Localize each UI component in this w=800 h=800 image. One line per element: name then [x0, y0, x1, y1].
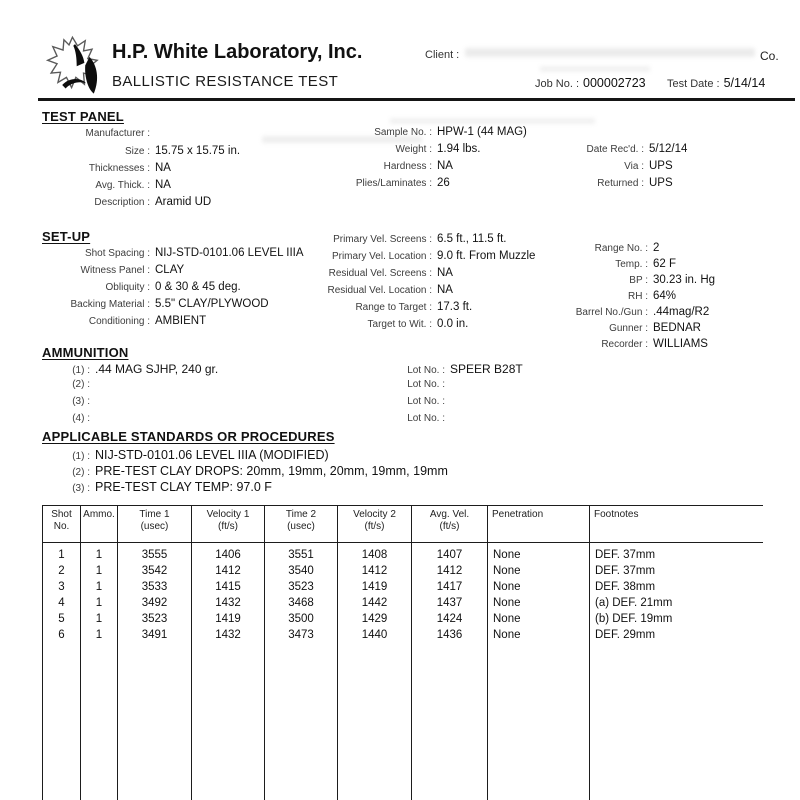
- field-value: 2: [653, 242, 660, 254]
- redaction-smudge: [390, 118, 595, 124]
- test-panel-left-column: [40, 128, 240, 213]
- ammo-number: (1) :: [72, 365, 90, 376]
- field-label: RH :: [628, 291, 648, 302]
- table-cell: None: [488, 627, 590, 643]
- ammo-description: .44 MAG SJHP, 240 gr.: [95, 362, 219, 376]
- field-row-via: [562, 160, 687, 177]
- table-cell: 1440: [338, 627, 412, 643]
- field-label: Sample No. :: [374, 127, 432, 138]
- field-value: 5/12/14: [649, 143, 688, 155]
- table-row: [43, 595, 764, 611]
- field-row-returned: [562, 177, 687, 194]
- field-label: Shot Spacing :: [84, 248, 150, 259]
- table-cell: 1432: [192, 595, 265, 611]
- field-row-shot-spacing: [40, 247, 304, 264]
- standard-text: PRE-TEST CLAY TEMP: 97.0 F: [95, 480, 272, 494]
- field-row-avg-thick: [40, 179, 240, 196]
- table-cell: 1436: [412, 627, 488, 643]
- table-row: [43, 611, 764, 627]
- ammunition-heading: AMMUNITION: [42, 345, 129, 360]
- header-cell-shot-no: Shot No.: [43, 506, 81, 543]
- test-date: [667, 76, 765, 90]
- job-number: [535, 76, 646, 90]
- field-row-description: [40, 196, 240, 213]
- field-row-sample-no: [332, 126, 527, 143]
- standards-heading: APPLICABLE STANDARDS OR PROCEDURES: [42, 429, 335, 444]
- test-panel-heading: TEST PANEL: [42, 109, 124, 124]
- table-cell: 3523: [265, 579, 338, 595]
- ammo-row-2: [62, 379, 450, 390]
- header-cell-velocity1: Velocity 1 (ft/s): [192, 506, 265, 543]
- field-value: WILLIAMS: [653, 338, 708, 350]
- table-cell: None: [488, 611, 590, 627]
- table-cell: 1412: [338, 563, 412, 579]
- field-row-conditioning: [40, 315, 304, 332]
- table-cell: [488, 643, 590, 800]
- field-row-plies-laminates: [332, 177, 527, 194]
- standard-number: (1) :: [72, 451, 90, 462]
- field-row-recorder: [562, 338, 715, 354]
- field-row-residual-vel-screens: [312, 267, 535, 284]
- job-number-value: 000002723: [583, 76, 646, 90]
- lot-number-label: Lot No. :: [407, 379, 445, 390]
- field-row-date-recd: [562, 143, 687, 160]
- table-row: [43, 563, 764, 579]
- field-value: 6.5 ft., 11.5 ft.: [437, 233, 507, 245]
- field-row-range-to-target: [312, 301, 535, 318]
- field-value: NA: [155, 179, 171, 191]
- field-row-residual-vel-location: [312, 284, 535, 301]
- table-cell: 3542: [118, 563, 192, 579]
- field-value: .44mag/R2: [653, 306, 710, 318]
- table-cell: None: [488, 563, 590, 579]
- field-row-gunner: [562, 322, 715, 338]
- job-number-label: Job No. :: [535, 78, 580, 90]
- table-cell: 1406: [192, 543, 265, 564]
- table-cell: 1: [81, 543, 118, 564]
- table-cell: DEF. 38mm: [590, 579, 764, 595]
- field-row-thicknesses: [40, 162, 240, 179]
- ammo-number: (3) :: [72, 396, 90, 407]
- field-label: Residual Vel. Screens :: [328, 268, 432, 279]
- field-value: 9.0 ft. From Muzzle: [437, 250, 536, 262]
- ammo-row-1: [62, 362, 523, 376]
- field-row-size: [40, 145, 240, 162]
- table-cell: 5: [43, 611, 81, 627]
- table-cell: 1419: [192, 611, 265, 627]
- table-cell: 6: [43, 627, 81, 643]
- table-cell: 1429: [338, 611, 412, 627]
- field-row-range-no: [562, 242, 715, 258]
- setup-right-column: [562, 242, 715, 354]
- table-cell: 3468: [265, 595, 338, 611]
- table-cell: 1417: [412, 579, 488, 595]
- header-cell-time1: Time 1 (usec): [118, 506, 192, 543]
- standard-item-2: [62, 464, 448, 478]
- field-label: Primary Vel. Screens :: [333, 234, 432, 245]
- table-cell: [43, 643, 81, 800]
- field-row-primary-vel-location: [312, 250, 535, 267]
- hp-white-star-logo-icon: [40, 33, 110, 97]
- field-label: Target to Wit. :: [367, 319, 432, 330]
- table-header-row: [43, 506, 764, 543]
- field-value: UPS: [649, 177, 673, 189]
- lot-number-value: SPEER B28T: [450, 362, 523, 376]
- table-cell: [192, 643, 265, 800]
- field-row-temp: [562, 258, 715, 274]
- field-row-target-to-wit: [312, 318, 535, 335]
- company-name: H.P. White Laboratory, Inc.: [112, 41, 363, 63]
- field-value: BEDNAR: [653, 322, 701, 334]
- field-row-bp: [562, 274, 715, 290]
- field-label: Gunner :: [609, 323, 648, 334]
- field-value: 0.0 in.: [437, 318, 469, 330]
- ammo-row-3: [62, 396, 450, 407]
- table-cell: [118, 643, 192, 800]
- field-label: Manufacturer :: [85, 128, 150, 139]
- table-cell: None: [488, 543, 590, 564]
- table-cell: 1412: [192, 563, 265, 579]
- table-cell: None: [488, 579, 590, 595]
- table-cell: 1: [81, 611, 118, 627]
- field-label: Backing Material :: [70, 299, 150, 310]
- lot-number-label: Lot No. :: [407, 365, 445, 376]
- standard-number: (3) :: [72, 483, 90, 494]
- field-value: NA: [437, 160, 453, 172]
- table-cell: 3540: [265, 563, 338, 579]
- field-value: 17.3 ft.: [437, 301, 473, 313]
- table-cell: 1442: [338, 595, 412, 611]
- field-value: NIJ-STD-0101.06 LEVEL IIIA: [155, 247, 304, 259]
- field-label: Witness Panel :: [80, 265, 150, 276]
- field-label: Range to Target :: [355, 302, 432, 313]
- field-value: NA: [155, 162, 171, 174]
- table-cell: 1408: [338, 543, 412, 564]
- table-cell: DEF. 37mm: [590, 563, 764, 579]
- test-date-value: 5/14/14: [723, 76, 766, 90]
- setup-middle-column: [312, 233, 535, 335]
- lot-number-label: Lot No. :: [407, 413, 445, 424]
- standard-text: NIJ-STD-0101.06 LEVEL IIIA (MODIFIED): [95, 448, 329, 462]
- field-row-barrel-gun: [562, 306, 715, 322]
- field-label: Residual Vel. Location :: [327, 285, 432, 296]
- field-label: Temp. :: [615, 259, 648, 270]
- field-label: Obliquity :: [105, 282, 150, 293]
- table-cell: 3492: [118, 595, 192, 611]
- results-table-wrapper: [42, 505, 763, 800]
- field-label: Conditioning :: [88, 316, 150, 327]
- ammo-row-4: [62, 413, 450, 424]
- table-cell: (a) DEF. 21mm: [590, 595, 764, 611]
- table-row: [43, 543, 764, 564]
- table-cell: 1: [81, 563, 118, 579]
- standard-item-1: [62, 448, 329, 462]
- table-cell: (b) DEF. 19mm: [590, 611, 764, 627]
- table-row: [43, 627, 764, 643]
- field-value: HPW-1 (44 MAG): [437, 126, 527, 138]
- header-cell-time2: Time 2 (usec): [265, 506, 338, 543]
- field-value: UPS: [649, 160, 673, 172]
- field-label: Primary Vel. Location :: [331, 251, 432, 262]
- test-date-label: Test Date :: [667, 78, 720, 90]
- field-label: Thicknesses :: [88, 163, 150, 174]
- header-divider: [38, 98, 795, 101]
- field-label: Barrel No./Gun :: [575, 307, 648, 318]
- field-label: Hardness :: [383, 161, 432, 172]
- field-value: 5.5" CLAY/PLYWOOD: [155, 298, 269, 310]
- standard-item-3: [62, 480, 272, 494]
- lot-number-label: Lot No. :: [407, 396, 445, 407]
- table-cell: 3500: [265, 611, 338, 627]
- field-value: CLAY: [155, 264, 185, 276]
- table-cell: [412, 643, 488, 800]
- table-cell: 3473: [265, 627, 338, 643]
- table-cell: 1: [81, 595, 118, 611]
- table-cell: 1407: [412, 543, 488, 564]
- table-cell: 1412: [412, 563, 488, 579]
- client-label: Client :: [425, 49, 460, 61]
- field-label: Range No. :: [594, 243, 648, 254]
- table-cell: 1: [81, 579, 118, 595]
- header-cell-footnotes: Footnotes: [590, 506, 764, 543]
- table-cell: 1: [81, 627, 118, 643]
- table-row: [43, 579, 764, 595]
- table-cell: 3551: [265, 543, 338, 564]
- standard-text: PRE-TEST CLAY DROPS: 20mm, 19mm, 20mm, 19mm, 19mm: [95, 464, 448, 478]
- table-empty-row: [43, 643, 764, 800]
- field-value: Aramid UD: [155, 196, 212, 208]
- header-cell-ammo: Ammo.: [81, 506, 118, 543]
- field-value: 0 & 30 & 45 deg.: [155, 281, 241, 293]
- field-row-obliquity: [40, 281, 304, 298]
- table-cell: 3533: [118, 579, 192, 595]
- field-label: Via :: [624, 161, 644, 172]
- field-label: Date Rec'd. :: [586, 144, 644, 155]
- field-label: BP :: [629, 275, 648, 286]
- table-cell: 3: [43, 579, 81, 595]
- field-label: Weight :: [395, 144, 432, 155]
- ammo-number: (4) :: [72, 413, 90, 424]
- report-title: BALLISTIC RESISTANCE TEST: [112, 73, 339, 90]
- field-value: 15.75 x 15.75 in.: [155, 145, 241, 157]
- field-value: 64%: [653, 290, 677, 302]
- field-row-primary-vel-screens: [312, 233, 535, 250]
- test-panel-right-column: [562, 143, 687, 194]
- header-cell-velocity2: Velocity 2 (ft/s): [338, 506, 412, 543]
- table-cell: 4: [43, 595, 81, 611]
- field-value: 26: [437, 177, 450, 189]
- table-cell: [265, 643, 338, 800]
- standard-number: (2) :: [72, 467, 90, 478]
- table-cell: 1419: [338, 579, 412, 595]
- table-cell: 1437: [412, 595, 488, 611]
- field-value: 62 F: [653, 258, 677, 270]
- table-cell: 3491: [118, 627, 192, 643]
- field-value: AMBIENT: [155, 315, 207, 327]
- field-label: Description :: [94, 197, 150, 208]
- table-cell: 1415: [192, 579, 265, 595]
- setup-left-column: [40, 247, 304, 332]
- table-cell: 2: [43, 563, 81, 579]
- ammo-number: (2) :: [72, 379, 90, 390]
- field-row-rh: [562, 290, 715, 306]
- table-cell: 1: [43, 543, 81, 564]
- table-cell: 3523: [118, 611, 192, 627]
- table-cell: 1424: [412, 611, 488, 627]
- redaction-smudge: [540, 66, 650, 72]
- setup-heading: SET-UP: [42, 229, 91, 244]
- table-cell: 1432: [192, 627, 265, 643]
- table-cell: [81, 643, 118, 800]
- field-label: Size :: [124, 146, 150, 157]
- field-row-hardness: [332, 160, 527, 177]
- field-row-witness-panel: [40, 264, 304, 281]
- table-cell: 3555: [118, 543, 192, 564]
- header-cell-avg-vel: Avg. Vel. (ft/s): [412, 506, 488, 543]
- table-cell: DEF. 29mm: [590, 627, 764, 643]
- field-label: Avg. Thick. :: [95, 180, 150, 191]
- field-row-manufacturer: [40, 128, 240, 145]
- field-row-weight: [332, 143, 527, 160]
- field-label: Returned :: [597, 178, 644, 189]
- table-cell: [590, 643, 764, 800]
- field-value: 1.94 lbs.: [437, 143, 481, 155]
- field-row-backing-material: [40, 298, 304, 315]
- table-cell: None: [488, 595, 590, 611]
- test-panel-middle-column: [332, 126, 527, 194]
- field-value: NA: [437, 267, 453, 279]
- header-cell-penetration: Penetration: [488, 506, 590, 543]
- table-cell: [338, 643, 412, 800]
- results-table: [42, 505, 763, 800]
- field-label: Recorder :: [601, 339, 648, 350]
- field-value: NA: [437, 284, 453, 296]
- field-label: Plies/Laminates :: [355, 178, 432, 189]
- field-value: 30.23 in. Hg: [653, 274, 716, 286]
- client-name-tail: Co.: [760, 49, 779, 63]
- redaction-smudge: [465, 48, 755, 57]
- table-cell: DEF. 37mm: [590, 543, 764, 564]
